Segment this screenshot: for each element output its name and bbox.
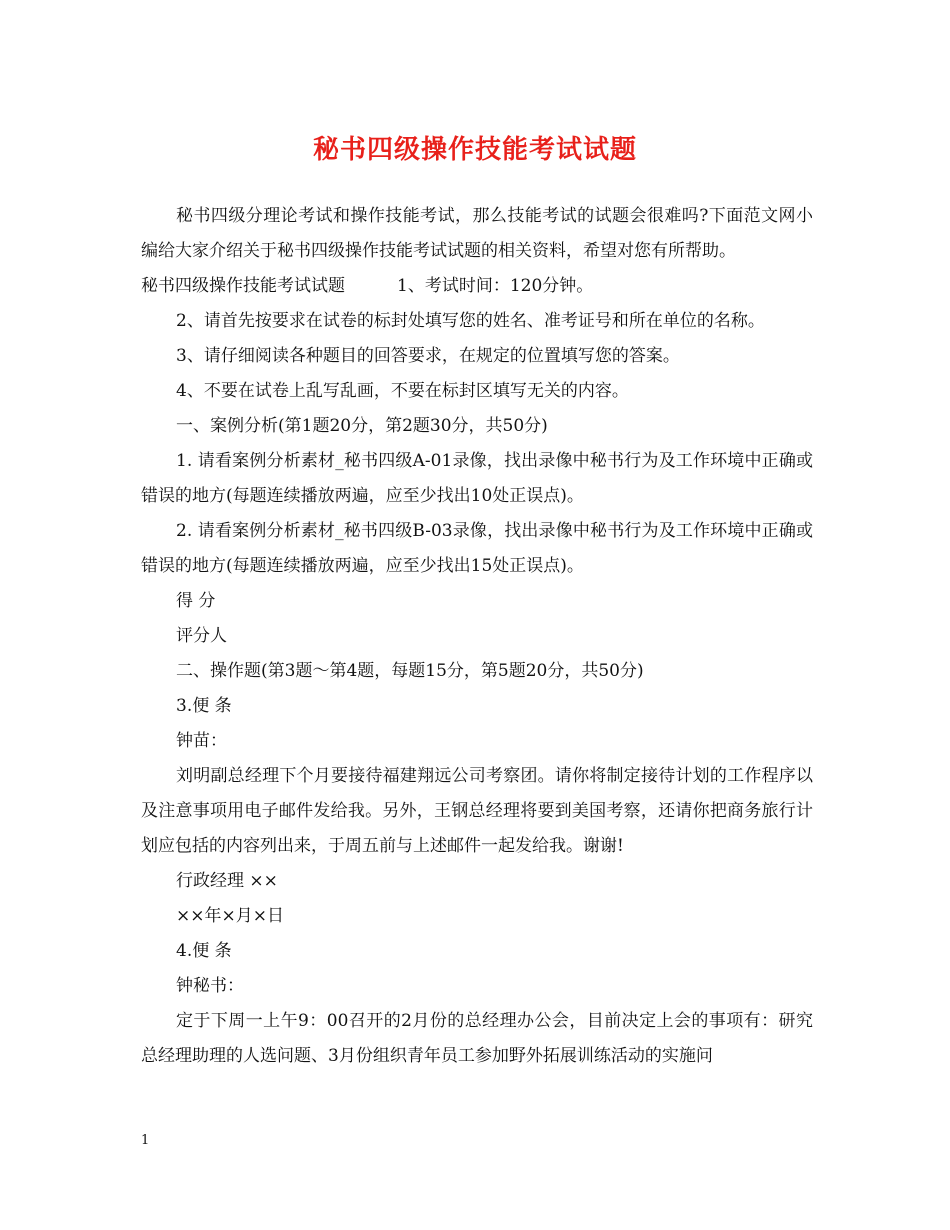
memo-3-signature: 行政经理 ×× (176, 871, 278, 891)
instruction-3: 3、请仔细阅读各种题目的回答要求，在规定的位置填写您的答案。 (176, 346, 680, 366)
memo-4-recipient: 钟秘书： (176, 976, 244, 996)
exam-info-heading: 秘书四级操作技能考试试题 (141, 276, 345, 296)
instruction-2: 2、请首先按要求在试卷的标封处填写您的姓名、准考证号和所在单位的名称。 (176, 311, 765, 331)
memo-3-date: ××年×月×日 (176, 906, 284, 926)
section-1-heading: 一、案例分析(第1题20分，第2题30分，共50分) (176, 416, 548, 436)
question-1: 1. 请看案例分析素材_秘书四级A-01录像，找出录像中秘书行为及工作环境中正确或错误的地方(每题连续播放两遍，应至少找出10处正误点)。 (141, 451, 813, 506)
document-body (141, 199, 813, 1074)
grader-label: 评分人 (176, 626, 227, 646)
memo-4-body: 定于下周一上午9：00召开的2月份的总经理办公会，目前决定上会的事项有：研究总经理助理的人选问题、3月份组织青年员工参加野外拓展训练活动的实施问 (141, 1011, 813, 1066)
memo-3-body: 刘明副总经理下个月要接待福建翔远公司考察团。请你将制定接待计划的工作程序以及注意事项用电子邮件发给我。另外，王钢总经理将要到美国考察，还请你把商务旅行计划应包括的内容列出来，于周五前与上述邮件一起发给我。谢谢! (141, 766, 813, 856)
question-3-title: 3.便 条 (176, 696, 232, 716)
question-4-title: 4.便 条 (176, 941, 232, 961)
exam-info-line (141, 269, 813, 304)
instruction-4: 4、不要在试卷上乱写乱画，不要在标封区填写无关的内容。 (176, 381, 629, 401)
intro-paragraph: 秘书四级分理论考试和操作技能考试，那么技能考试的试题会很难吗?下面范文网小编给大家介绍关于秘书四级操作技能考试试题的相关资料，希望对您有所帮助。 (141, 206, 813, 261)
section-2-heading: 二、操作题(第3题～第4题，每题15分，第5题20分，共50分) (176, 661, 644, 681)
exam-time-note: 1、考试时间：120分钟。 (397, 276, 594, 296)
score-label: 得 分 (176, 591, 216, 611)
question-2: 2. 请看案例分析素材_秘书四级B-03录像，找出录像中秘书行为及工作环境中正确或错误的地方(每题连续播放两遍，应至少找出15处正误点)。 (141, 521, 813, 576)
page-number: 1 (141, 1133, 150, 1148)
document-title: 秘书四级操作技能考试试题 (312, 135, 637, 165)
memo-3-recipient: 钟苗： (176, 731, 227, 751)
